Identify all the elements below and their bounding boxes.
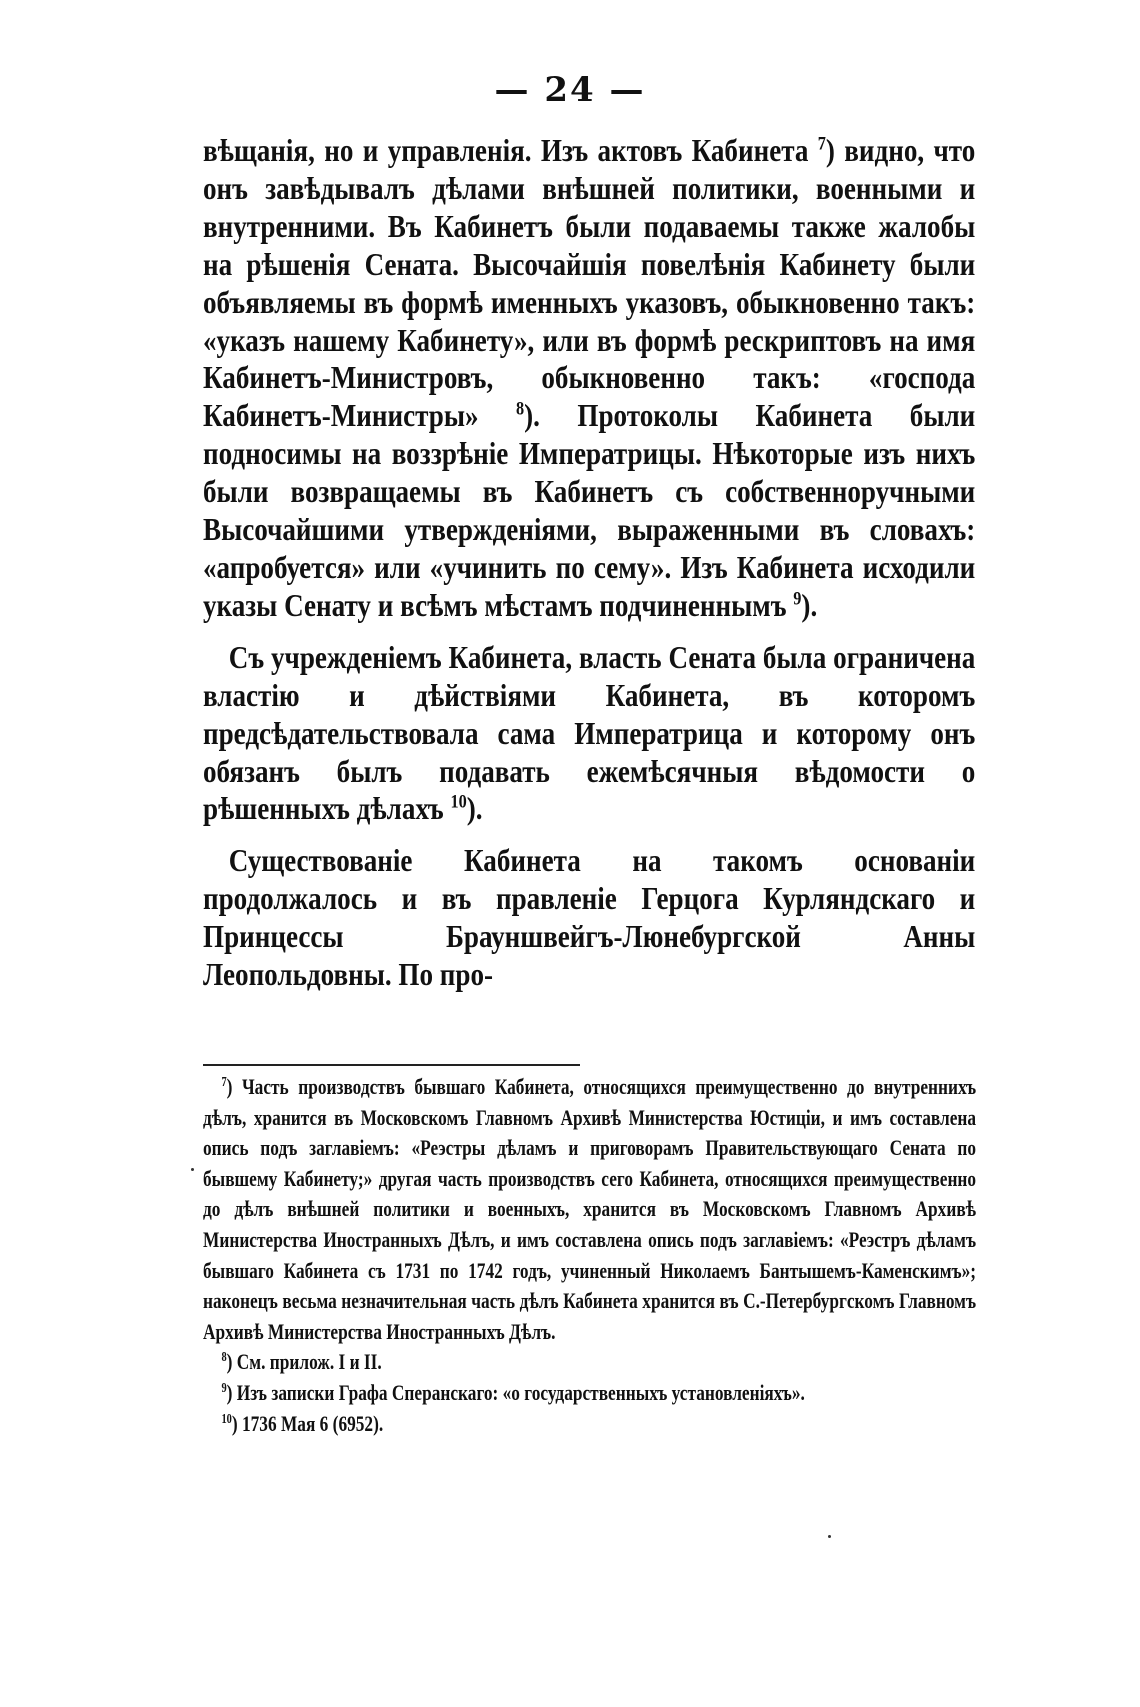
footnote-text: ) См. прилож. I и II. (226, 1349, 382, 1375)
footnote-mark: 7 (221, 1073, 227, 1089)
footnote-ref-10: 10 (450, 792, 467, 814)
footnote-mark: 9 (221, 1379, 227, 1395)
paragraph-1-text-c: ). Протоколы Кабинета были подносимы на воззрѣніе Императрицы. Нѣкоторые изъ нихъ были возвращаемы въ Кабинетъ съ собственноручными Высочайшими утвержденіями, выраженными въ словахъ: «апробуется» или «учинить по сему». Изъ Кабинета исходили указы Сенату и всѣмъ мѣстамъ подчиненнымъ (203, 398, 976, 623)
page-number: — 24 — (494, 70, 646, 110)
footnote-7 (203, 1072, 976, 1347)
paragraph-2 (203, 639, 975, 829)
footnote-divider (203, 1064, 580, 1066)
paragraph-1-text-d: ). (801, 587, 818, 623)
footnote-10 (203, 1409, 976, 1440)
paragraph-2-text-b: ). (466, 791, 483, 827)
paragraph-1-text-a: вѣщанія, но и управленія. Изъ актовъ Кабинета (203, 133, 818, 168)
paragraph-1-text-b: ) видно, что онъ завѣдывалъ дѣлами внѣшней политики, военными и внутренними. Въ Кабинетъ были подаваемы также жалобы на рѣшенія Сената. Высочайшія повелѣнія Кабинету были объявляемы въ формѣ именныхъ указовъ, обыкновенно такъ: «указъ нашему Кабинету», или въ формѣ рескриптовъ на имя Кабинетъ-Министровъ, обыкновенно такъ: «господа Кабинетъ-Министры» (203, 133, 976, 434)
footnotes (203, 1072, 976, 1439)
footnote-mark: 10 (221, 1410, 232, 1426)
paragraph-3-text: Существованіе Кабинета на такомъ основаніи продолжалось и въ правленіе Герцога Курляндскаго и Принцессы Брауншвейгъ-Люнебургской Анны Леопольдовны. По про- (203, 843, 976, 993)
footnote-text: ) Часть производствъ бывшаго Кабинета, относящихся преимущественно до внутреннихъ дѣлъ, хранится въ Московскомъ Главномъ Архивѣ Министерства Юстиціи, и имъ составлена опись подъ заглавіемъ: «Реэстры дѣламъ и приговорамъ Правительствующаго Сената по бывшему Кабинету;» другая часть производствъ сего Кабинета, относящихся преимущественно до дѣлъ внѣшней политики и военныхъ, хранится въ Московскомъ Главномъ Архивѣ Министерства Иностранныхъ Дѣлъ, и имъ составлена опись подъ заглавіемъ: «Реэстръ дѣламъ бывшаго Кабинета съ 1731 по 1742 годъ, учиненный Николаемъ Бантышемъ-Каменскимъ»; наконецъ весьма незначительная часть дѣлъ Кабинета хранится въ С.-Петербургскомъ Главномъ Архивѣ Министерства Иностранныхъ Дѣлъ. (203, 1074, 977, 1344)
footnote-8 (203, 1347, 976, 1378)
paragraph-3 (203, 842, 975, 994)
footnote-ref-7: 7 (817, 133, 826, 155)
footnote-ref-9: 9 (793, 588, 802, 610)
paragraph-1 (203, 132, 975, 625)
footnote-text: ) Изъ записки Графа Сперанскаго: «о государственныхъ установленіяхъ». (226, 1379, 805, 1405)
paragraph-2-text-a: Съ учрежденіемъ Кабинета, власть Сената была ограничена властію и дѣйствіями Кабинета, въ которомъ предсѣдательствовала сама Императрица и которому онъ обязанъ былъ подавать ежемѣсячныя вѣдомости о рѣшенныхъ дѣлахъ (203, 639, 976, 827)
paper-speck (828, 1535, 831, 1538)
footnote-mark: 8 (221, 1349, 227, 1365)
footnote-9 (203, 1378, 976, 1409)
footnote-ref-8: 8 (516, 399, 525, 421)
footnote-text: ) 1736 Мая 6 (6952). (231, 1410, 384, 1436)
main-text (203, 132, 975, 994)
paper-speck (191, 1168, 194, 1171)
